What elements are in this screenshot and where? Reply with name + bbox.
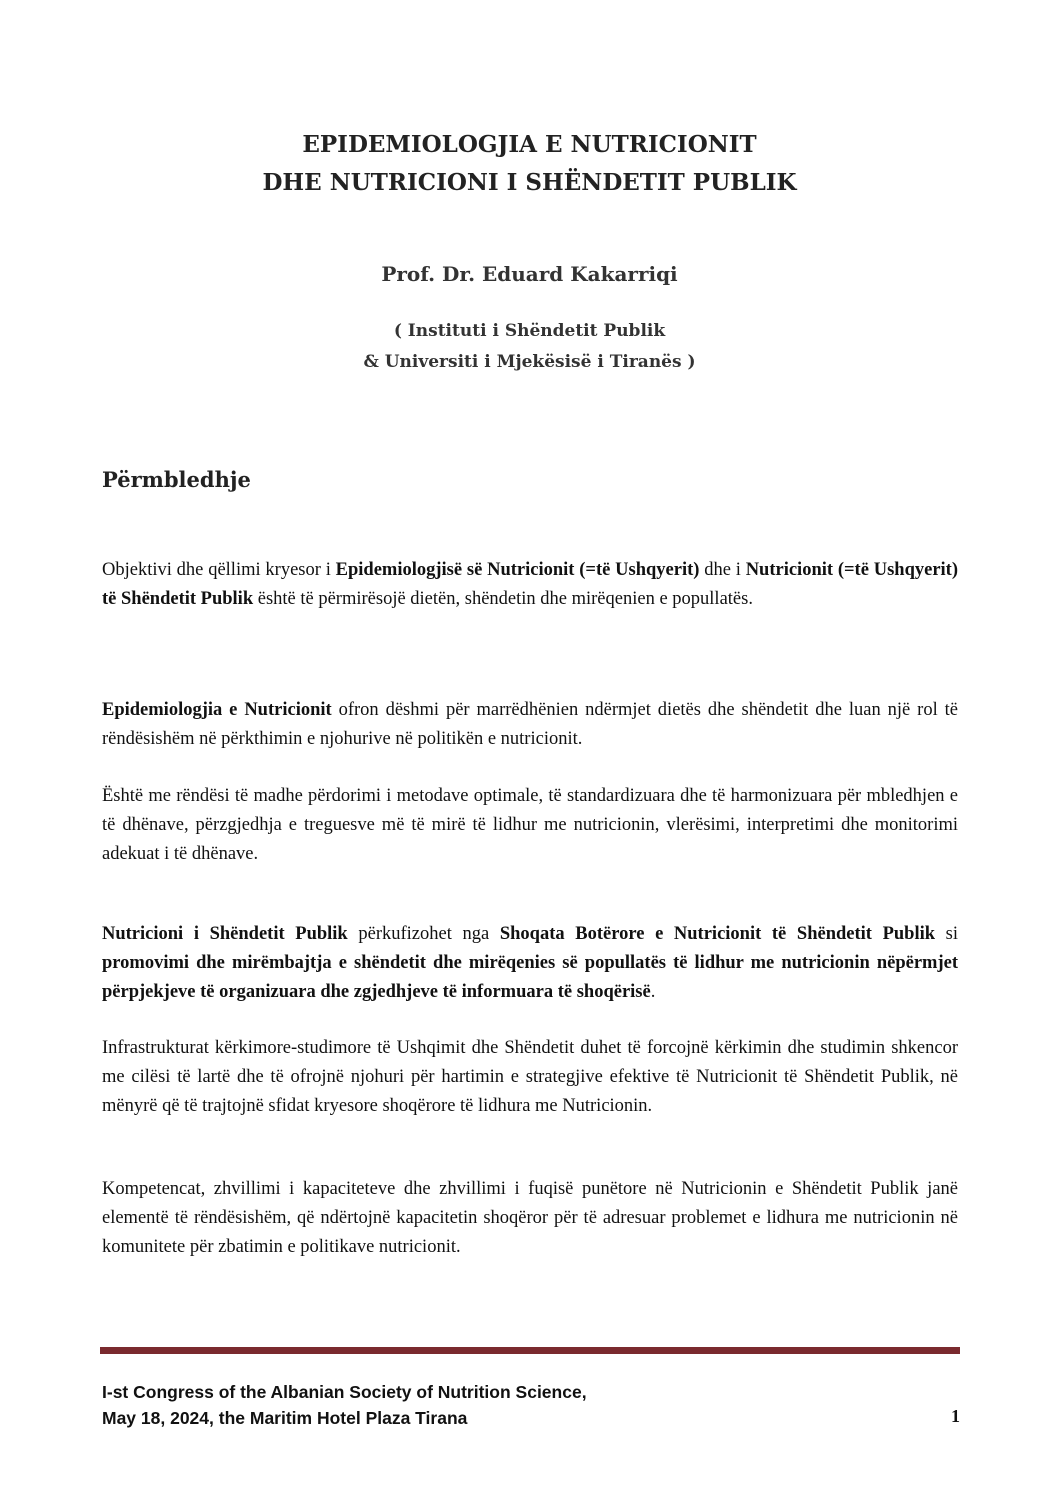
author: Prof. Dr. Eduard Kakarriqi bbox=[381, 262, 678, 286]
text: Është me rëndësi të madhe përdorimi i metodave optimale, të standardizuara dhe të harmonizuara për mbledhjen e të dhënave, përzgjedhja e treguesve më të mirë të lidhur me nutricionin, vlerësimi, interpretimi dhe monitorimi adekuat i të dhënave. bbox=[102, 786, 958, 864]
paragraph-epidemiology bbox=[102, 696, 958, 754]
page-number: 1 bbox=[951, 1406, 960, 1426]
footer-line-1: I-st Congress of the Albanian Society of Nutrition Science, bbox=[102, 1382, 587, 1402]
paragraph-definition bbox=[102, 920, 958, 1007]
text: si bbox=[935, 924, 959, 944]
section-heading: Përmbledhje bbox=[102, 467, 251, 492]
footer-line-2: May 18, 2024, the Maritim Hotel Plaza Tirana bbox=[102, 1408, 468, 1428]
bold-text: Epidemiologjisë së Nutricionit (=të Ushqyerit) bbox=[335, 560, 700, 580]
paragraph-infrastructure bbox=[102, 1034, 958, 1121]
bold-text: Epidemiologjia e Nutricionit bbox=[102, 700, 332, 720]
text: është të përmirësojë dietën, shëndetin dhe mirëqenien e popullatës. bbox=[253, 589, 753, 609]
paragraph-methods bbox=[102, 782, 958, 869]
text: Kompetencat, zhvillimi i kapaciteteve dhe zhvillimi i fuqisë punëtore në Nutricionin e Shëndetit Publik janë elementë të rëndësishëm, që ndërtojnë kapacitetin shoqëror për të adresuar problemet e lidhura me nutricionin në komunitete për zbatimin e politikave nutricionit. bbox=[102, 1179, 958, 1257]
text: . bbox=[650, 982, 656, 1002]
title-line-2: DHE NUTRICIONI I SHËNDETIT PUBLIK bbox=[262, 169, 797, 196]
text: Objektivi dhe qëllimi kryesor i bbox=[102, 560, 336, 580]
paragraph-objective bbox=[102, 556, 958, 614]
affiliation-line-1: ( Instituti i Shëndetit Publik bbox=[393, 321, 666, 341]
bold-text: Shoqata Botërore e Nutricionit të Shëndetit Publik bbox=[499, 924, 936, 944]
affiliation-line-2: & Universiti i Mjekësisë i Tiranës ) bbox=[363, 352, 696, 372]
text: dhe i bbox=[699, 560, 746, 580]
bold-text: Nutricionit (=të Ushqyerit) të Shëndetit Publik bbox=[102, 560, 958, 609]
footer-divider bbox=[100, 1347, 960, 1354]
text: ofron dëshmi për marrëdhënien ndërmjet dietës dhe shëndetit dhe luan një rol të rëndësishëm në përkthimin e njohurive në politikën e nutricionit. bbox=[102, 700, 958, 749]
text: përkufizohet nga bbox=[347, 924, 500, 944]
bold-text: Nutricioni i Shëndetit Publik bbox=[102, 924, 348, 944]
title-line-1: EPIDEMIOLOGJIA E NUTRICIONIT bbox=[302, 131, 757, 158]
paragraph-competencies bbox=[102, 1175, 958, 1262]
text: Infrastrukturat kërkimore-studimore të Ushqimit dhe Shëndetit duhet të forcojnë kërkimin dhe studimin shkencor me cilësi të lartë dhe të ofrojnë njohuri për hartimin e strategjive efektive të Nutricionit të Shëndetit Publik, në mënyrë që të trajtojnë sfidat kryesore shoqërore të lidhura me Nutricionin. bbox=[102, 1038, 958, 1116]
bold-text: promovimi dhe mirëmbajtja e shëndetit dhe mirëqenies së popullatës të lidhur me nutricionin nëpërmjet përpjekjeve të organizuara dhe zgjedhjeve të informuara të shoqërisë bbox=[102, 953, 958, 1002]
